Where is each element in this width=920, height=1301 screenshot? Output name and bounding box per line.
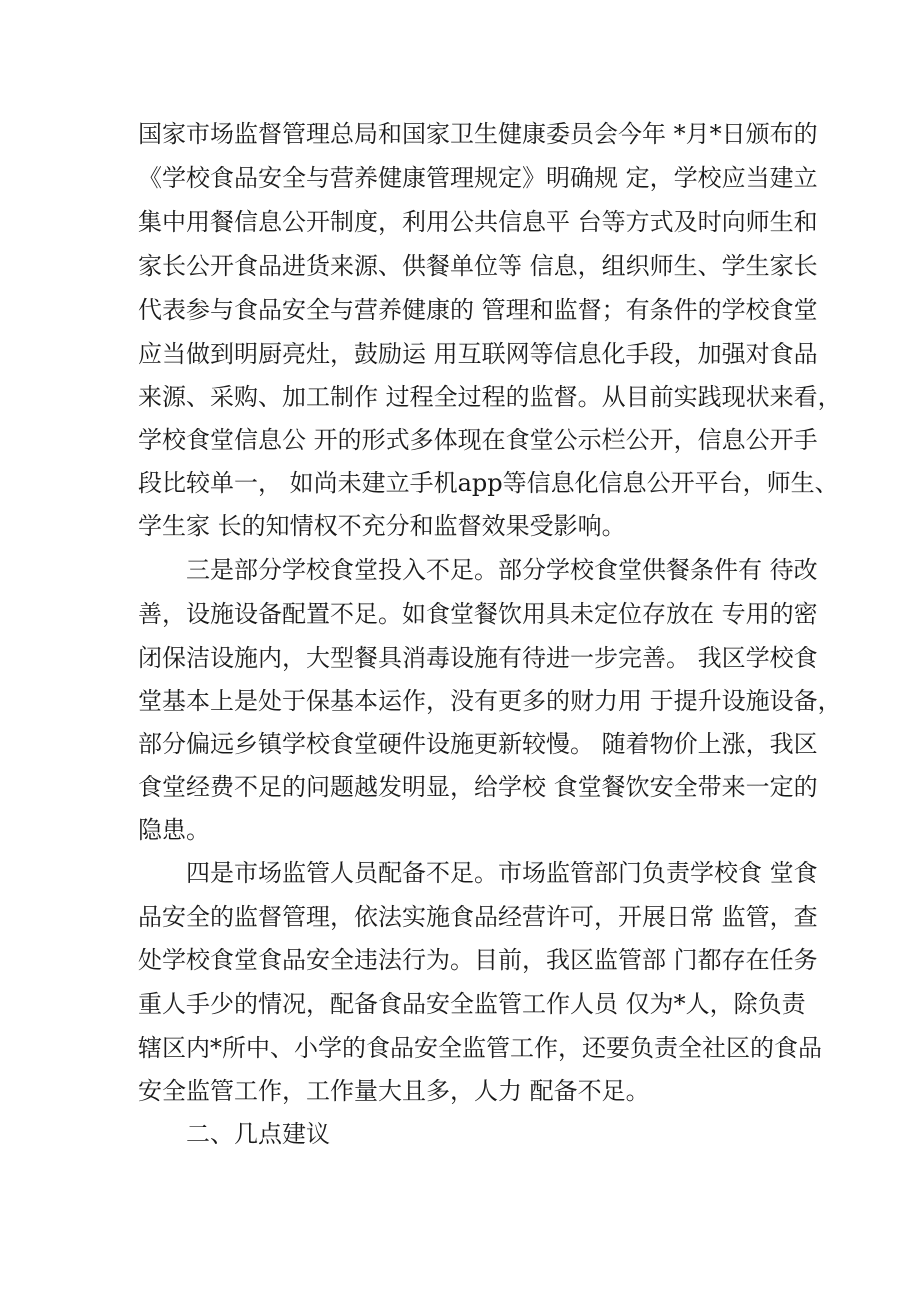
paragraph-line: 国家市场监督管理总局和国家卫生健康委员会今年 *月*日颁布的 <box>138 120 818 148</box>
paragraph-line: 部分偏远乡镇学校食堂硬件设施更新较慢。 随着物价上涨，我区 <box>138 730 818 758</box>
paragraph-line: 学校食堂信息公 开的形式多体现在食堂公示栏公开，信息公开手 <box>138 426 818 454</box>
paragraph-line: 品安全的监督管理，依法实施食品经营许可，开展日常 监管，查 <box>138 903 818 931</box>
paragraph-line: 段比较单一， 如尚未建立手机app等信息化信息公开平台，师生、 <box>138 469 839 497</box>
paragraph-line: 隐患。 <box>138 816 210 844</box>
paragraph-line: 来源、采购、加工制作 过程全过程的监督。从目前实践现状来看， <box>138 383 842 411</box>
paragraph-line: 重人手少的情况，配备食品安全监管工作人员 仅为*人，除负责 <box>138 990 806 1018</box>
paragraph-line: 食堂经费不足的问题越发明显，给学校 食堂餐饮安全带来一定的 <box>138 773 818 801</box>
paragraph-line: 安全监管工作，工作量大且多，人力 配备不足。 <box>138 1077 650 1105</box>
paragraph-line: 应当做到明厨亮灶，鼓励运 用互联网等信息化手段，加强对食品 <box>138 340 818 368</box>
paragraph-line: 辖区内*所中、小学的食品安全监管工作，还要负责全社区的食品 <box>138 1034 822 1062</box>
paragraph-line: 家长公开食品进货来源、供餐单位等 信息，组织师生、学生家长 <box>138 252 818 280</box>
paragraph-line: 善，设施设备配置不足。如食堂餐饮用具未定位存放在 专用的密 <box>138 600 818 628</box>
paragraph-line: 四是市场监管人员配备不足。市场监管部门负责学校食 堂食 <box>186 859 818 887</box>
paragraph-line: 堂基本上是处于保基本运作，没有更多的财力用 于提升设施设备， <box>138 687 842 715</box>
paragraph-line: 闭保洁设施内，大型餐具消毒设施有待进一步完善。 我区学校食 <box>138 644 818 672</box>
paragraph-line: 集中用餐信息公开制度，利用公共信息平 台等方式及时向师生和 <box>138 208 818 236</box>
paragraph-line: 代表参与食品安全与营养健康的 管理和监督；有条件的学校食堂 <box>138 296 818 324</box>
paragraph-line: 三是部分学校食堂投入不足。部分学校食堂供餐条件有 待改 <box>186 556 818 584</box>
section-heading: 二、几点建议 <box>186 1120 330 1148</box>
paragraph-line: 《学校食品安全与营养健康管理规定》明确规 定，学校应当建立 <box>138 164 818 192</box>
paragraph-line: 学生家 长的知情权不充分和监督效果受影响。 <box>138 512 626 540</box>
paragraph-line: 处学校食堂食品安全违法行为。目前，我区监管部 门都存在任务 <box>138 946 818 974</box>
